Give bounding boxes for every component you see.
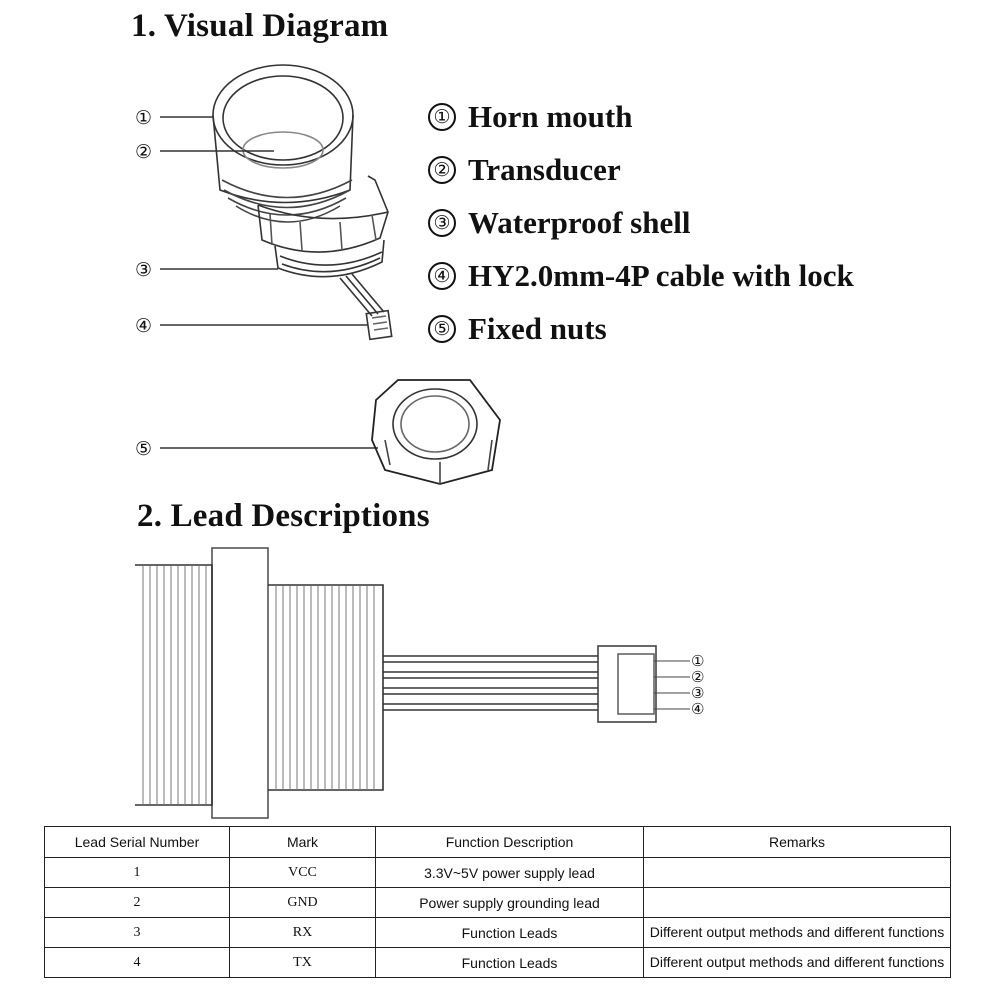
- table-row: [45, 888, 951, 918]
- transducer-face: [243, 132, 323, 168]
- cell-function: Function Leads: [376, 948, 644, 978]
- cell-function: Function Leads: [376, 918, 644, 948]
- cell-remark: Different output methods and different functions: [644, 918, 951, 948]
- callout-1: ①: [135, 107, 153, 129]
- legend-label: HY2.0mm-4P cable with lock: [468, 257, 854, 293]
- legend-label: Fixed nuts: [468, 310, 607, 346]
- header-mark: Mark: [230, 827, 376, 858]
- legend-item: [428, 90, 854, 143]
- cell-function: Power supply grounding lead: [376, 888, 644, 918]
- callout-4: ④: [135, 315, 153, 337]
- lead-callout-1: ①: [691, 652, 705, 670]
- cell-num: 3: [45, 918, 230, 948]
- callout-5: ⑤: [135, 438, 153, 460]
- horn-mouth-rim: [213, 65, 353, 165]
- cell-remark: Different output methods and different functions: [644, 948, 951, 978]
- horn-mouth-inner: [223, 76, 343, 160]
- cell-mark: TX: [230, 948, 376, 978]
- legend-item: [428, 249, 854, 302]
- legend-number: ③: [428, 209, 456, 237]
- header-function: Function Description: [376, 827, 644, 858]
- cell-mark: RX: [230, 918, 376, 948]
- legend-number: ①: [428, 103, 456, 131]
- lower-thread: [275, 240, 384, 277]
- callout-2: ②: [135, 141, 153, 163]
- cell-num: 4: [45, 948, 230, 978]
- cell-remark: [644, 858, 951, 888]
- cell-remark: [644, 888, 951, 918]
- lead-callout-4: ④: [691, 700, 705, 718]
- fixed-nut-hole: [393, 389, 477, 459]
- callout-3: ③: [135, 259, 153, 281]
- legend-label: Transducer: [468, 151, 621, 187]
- legend-label: Horn mouth: [468, 98, 633, 134]
- cell-function: 3.3V~5V power supply lead: [376, 858, 644, 888]
- section-title-visual-diagram: 1. Visual Diagram: [131, 8, 389, 44]
- header-lead-serial: Lead Serial Number: [45, 827, 230, 858]
- legend-item: [428, 196, 854, 249]
- lead-callout-2: ②: [691, 668, 705, 686]
- side-connector: [598, 646, 656, 722]
- lead-table: [44, 826, 951, 978]
- legend-label: Waterproof shell: [468, 204, 691, 240]
- cell-mark: GND: [230, 888, 376, 918]
- header-remarks: Remarks: [644, 827, 951, 858]
- section-title-lead-descriptions: 2. Lead Descriptions: [137, 498, 430, 534]
- cell-mark: VCC: [230, 858, 376, 888]
- table-row: [45, 858, 951, 888]
- legend-number: ④: [428, 262, 456, 290]
- legend-item: [428, 302, 854, 355]
- cable-wires: [340, 274, 384, 316]
- table-header-row: [45, 827, 951, 858]
- thread-hatching: [143, 566, 374, 805]
- lead-callout-3: ③: [691, 684, 705, 702]
- side-wires: [383, 656, 598, 710]
- cell-num: 2: [45, 888, 230, 918]
- legend-item: [428, 143, 854, 196]
- table-row: [45, 948, 951, 978]
- parts-legend: [428, 90, 854, 355]
- table-row: [45, 918, 951, 948]
- left-thread: [135, 565, 212, 805]
- cell-num: 1: [45, 858, 230, 888]
- sensor-thread: [222, 180, 352, 222]
- legend-number: ⑤: [428, 315, 456, 343]
- legend-number: ②: [428, 156, 456, 184]
